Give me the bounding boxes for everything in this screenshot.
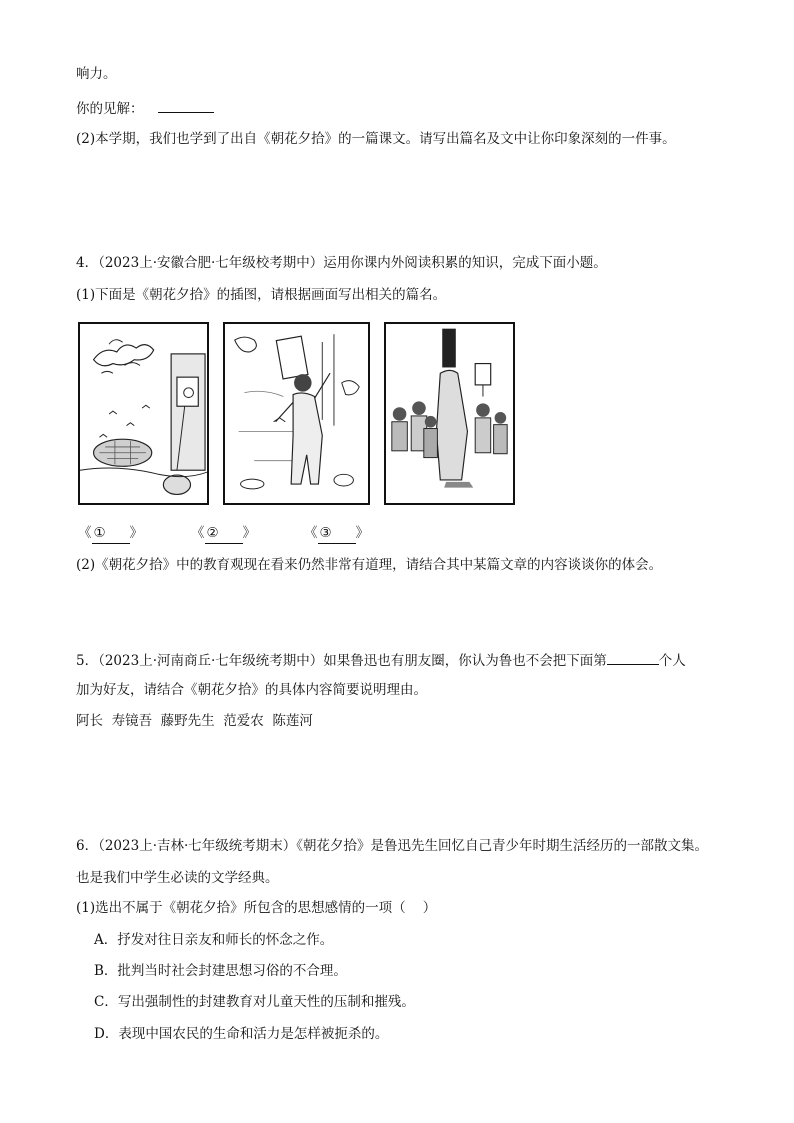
q3-opinion-label: 你的见解： [76, 101, 144, 117]
caption-2-number: ② [206, 525, 219, 541]
garden-house-drawing [80, 324, 207, 503]
caption-3-close-bracket: 》 [355, 525, 369, 541]
q4-part2-text: (2)《朝花夕拾》中的教育观现在看来仍然非常有道理，请结合其中某篇文章的内容谈谈你的体会。 [76, 557, 663, 573]
q3-part2-text: (2)本学期，我们也学到了出自《朝花夕拾》的一篇课文。请写出篇名及文中让你印象深刻的一件事。 [76, 131, 676, 147]
caption-1 [78, 523, 143, 544]
caption-2-close-bracket: 》 [242, 525, 256, 541]
q5-stem [76, 650, 686, 671]
caption-3-open-bracket: 《 [304, 525, 318, 541]
q4-part1-text: (1)下面是《朝花夕拾》的插图，请根据画面写出相关的篇名。 [76, 287, 447, 303]
caption-1-open-bracket: 《 [78, 525, 92, 541]
illustration-man-with-cats [223, 322, 370, 505]
q6-option-a[interactable]: A．抒发对往日亲友和师长的怀念之作。 [94, 932, 334, 948]
caption-3-number: ③ [319, 525, 332, 541]
q5-names-list: 阿长 寿镜吾 藤野先生 范爱农 陈莲河 [76, 713, 313, 729]
q3-opinion-line [76, 98, 214, 119]
q6-option-d[interactable]: D．表现中国农民的生命和活力是怎样被扼杀的。 [94, 1026, 389, 1042]
q5-line2: 加为好友，请结合《朝花夕拾》的具体内容简要说明理由。 [76, 682, 427, 698]
q6-part1-text: (1)选出不属于《朝花夕拾》所包含的思想感情的一项（ ） [76, 900, 437, 916]
q5-stem-part-a: 5．（2023上·河南商丘·七年级统考期中）如果鲁迅也有朋友圈，你认为鲁也不会把下面第 [76, 653, 607, 669]
caption-3 [304, 523, 369, 544]
caption-1-blank[interactable] [92, 523, 130, 544]
q6-line2: 也是我们中学生必读的文学经典。 [76, 870, 279, 886]
caption-2-open-bracket: 《 [191, 525, 205, 541]
q3-continuation-text: 响力。 [76, 66, 117, 82]
caption-2 [191, 523, 256, 544]
q5-number-blank[interactable] [607, 650, 659, 665]
q6-stem: 6．（2023上·吉林·七年级统考期末）《朝花夕拾》是鲁迅先生回忆自己青少年时期生活经历的一部散文集。 [76, 838, 709, 854]
illustration-garden-house [78, 322, 209, 505]
q4-stem: 4．（2023上·安徽合肥·七年级校考期中）运用你课内外阅读积累的知识，完成下面小题。 [76, 255, 607, 271]
caption-2-blank[interactable] [205, 523, 243, 544]
caption-1-number: ① [93, 525, 106, 541]
caption-1-close-bracket: 》 [129, 525, 143, 541]
q3-opinion-blank[interactable] [158, 98, 214, 113]
man-with-cats-drawing [225, 324, 368, 503]
q6-option-c[interactable]: C．写出强制性的封建教育对儿童天性的压制和摧残。 [94, 994, 415, 1010]
q5-stem-part-b: 个人 [658, 653, 686, 669]
wuchang-crowd-drawing [386, 324, 513, 503]
illustration-wuchang-crowd [384, 322, 515, 505]
caption-3-blank[interactable] [318, 523, 356, 544]
q6-option-b[interactable]: B．批判当时社会封建思想习俗的不合理。 [94, 963, 347, 979]
